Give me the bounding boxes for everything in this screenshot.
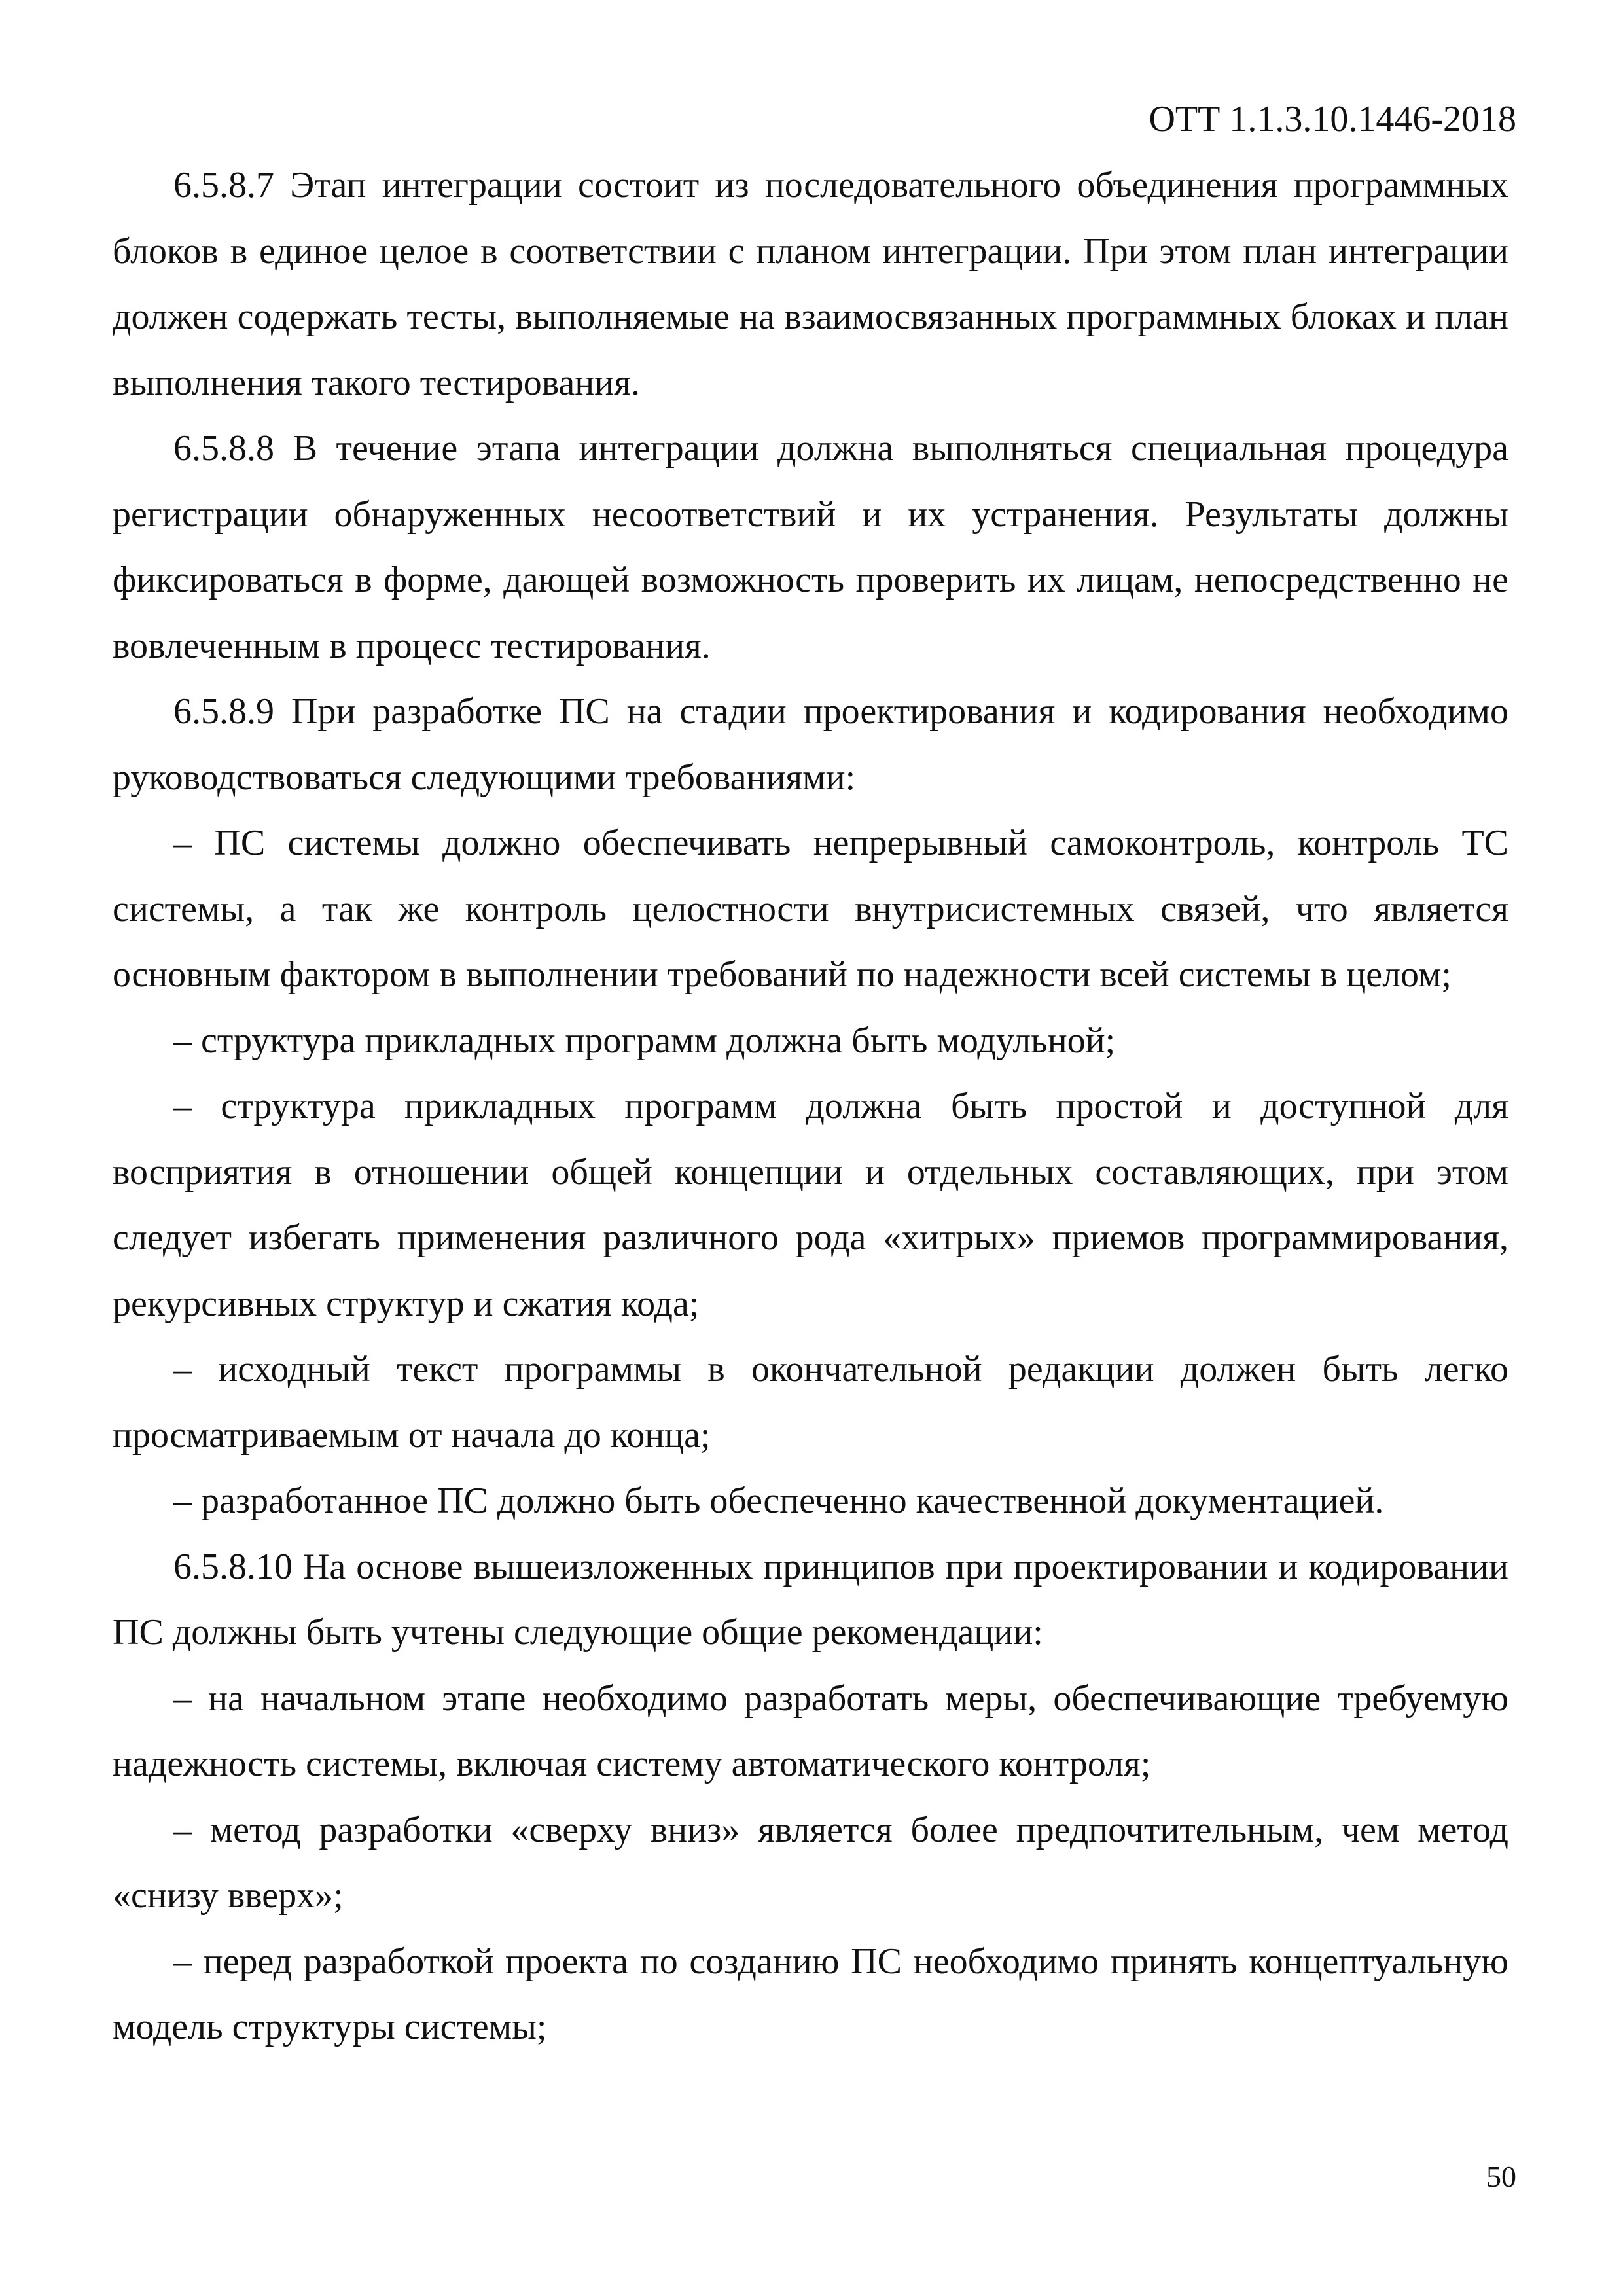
document-body — [113, 152, 1508, 2060]
paragraph-6-5-8-8: 6.5.8.8 В течение этапа интеграции должна выполняться специальная процедура регистрации обнаруженных несоответствий и их устранения. Результаты должны фиксироваться в форме, дающей возможность проверить их лицам, непосредственно не вовлеченным в процесс тестирования. — [113, 428, 1508, 666]
page-number: 50 — [1486, 2160, 1516, 2193]
list-item: – разработанное ПС должно быть обеспеченно качественной документацией. — [173, 1480, 1384, 1521]
list-item: – структура прикладных программ должна быть простой и доступной для восприятия в отношении общей концепции и отдельных составляющих, при этом следует избегать применения различного рода «хитрых» приемов программирования, рекурсивных структур и сжатия кода; — [113, 1086, 1508, 1324]
list-item: – на начальном этапе необходимо разработать меры, обеспечивающие требуемую надежность системы, включая систему автоматического контроля; — [113, 1677, 1508, 1784]
list-item: – метод разработки «сверху вниз» является более предпочтительным, чем метод «снизу вверх»; — [113, 1809, 1508, 1916]
paragraph-6-5-8-10: 6.5.8.10 На основе вышеизложенных принципов при проектировании и кодировании ПС должны быть учтены следующие общие рекомендации: — [113, 1546, 1508, 1653]
list-item: – ПС системы должно обеспечивать непрерывный самоконтроль, контроль ТС системы, а так же контроль целостности внутрисистемных связей, что является основным фактором в выполнении требований по надежности всей системы в целом; — [113, 823, 1508, 995]
list-item: – структура прикладных программ должна быть модульной; — [173, 1020, 1116, 1061]
list-item: – исходный текст программы в окончательной редакции должен быть легко просматриваемым от начала до конца; — [113, 1349, 1508, 1456]
list-item: – перед разработкой проекта по созданию ПС необходимо принять концептуальную модель структуры системы; — [113, 1941, 1508, 2047]
paragraph-6-5-8-7: 6.5.8.7 Этап интеграции состоит из последовательного объединения программных блоков в единое целое в соответствии с планом интеграции. При этом план интеграции должен содержать тесты, выполняемые на взаимосвязанных программных блоках и план выполнения такого тестирования. — [113, 165, 1508, 403]
document-code: ОТТ 1.1.3.10.1446-2018 — [1149, 99, 1516, 139]
paragraph-6-5-8-9: 6.5.8.9 При разработке ПС на стадии проектирования и кодирования необходимо руководствоваться следующими требованиями: — [113, 691, 1508, 798]
